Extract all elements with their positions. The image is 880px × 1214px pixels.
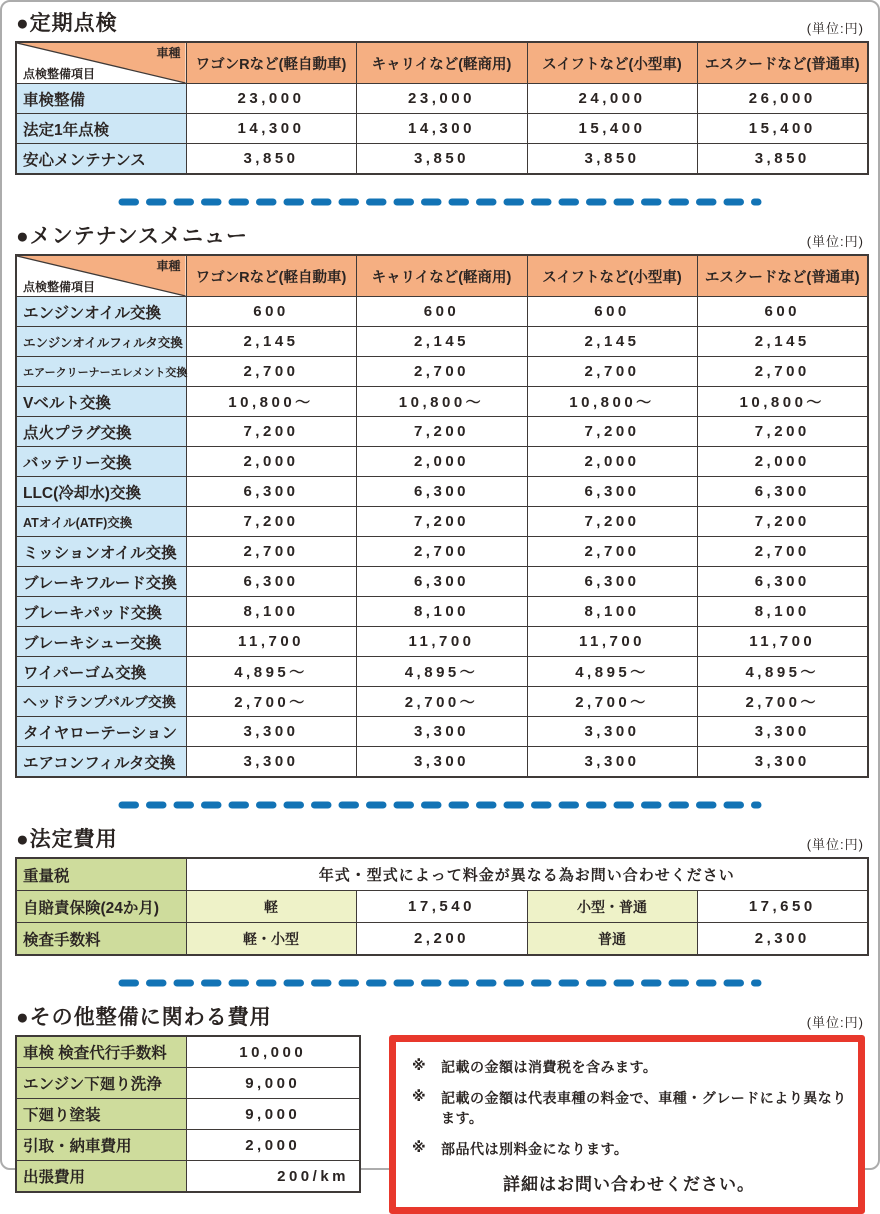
row-label: ブレーキシュー交換 — [16, 627, 186, 657]
note-marker: ※ — [411, 1057, 427, 1073]
table-row — [16, 891, 868, 923]
table-row — [16, 507, 868, 537]
price-value: 2,700〜 — [356, 687, 527, 717]
table-row — [16, 597, 868, 627]
price-value: 17,540 — [356, 891, 527, 923]
corner-label-service-item: 点検整備項目 — [23, 280, 96, 294]
price-value: 600 — [697, 297, 868, 327]
section-header — [16, 1004, 864, 1032]
price-value: 3,850 — [356, 144, 527, 175]
table-row — [16, 297, 868, 327]
row-label: 引取・納車費用 — [16, 1130, 186, 1161]
corner-label-vehicle-type: 車種 — [156, 259, 181, 273]
unit-label: (単位:円) — [806, 234, 864, 249]
price-value: 7,200 — [356, 417, 527, 447]
note-text: 部品代は別料金になります。 — [441, 1141, 629, 1157]
section-header — [16, 10, 864, 38]
section-other-costs — [15, 1004, 865, 1214]
price-value: 8,100 — [527, 597, 697, 627]
price-value: 2,700 — [186, 357, 356, 387]
price-value: 2,145 — [186, 327, 356, 357]
column-header-4: エスクードなど(普通車) — [697, 42, 868, 84]
table-row — [16, 627, 868, 657]
price-value: 7,200 — [356, 507, 527, 537]
price-value: 2,145 — [356, 327, 527, 357]
table-row — [16, 537, 868, 567]
category-cell: 軽・小型 — [186, 923, 356, 956]
price-value: 6,300 — [356, 567, 527, 597]
unit-label: (単位:円) — [806, 21, 864, 36]
price-value: 6,300 — [356, 477, 527, 507]
header-row — [16, 255, 868, 297]
price-value: 8,100 — [356, 597, 527, 627]
note-marker: ※ — [411, 1088, 427, 1104]
price-value: 2,000 — [356, 447, 527, 477]
section-periodic-inspection — [15, 10, 865, 175]
corner-label-service-item: 点検整備項目 — [23, 67, 96, 81]
price-value: 15,400 — [527, 114, 697, 144]
note-line — [410, 1057, 848, 1077]
price-value: 600 — [356, 297, 527, 327]
price-value: 6,300 — [186, 567, 356, 597]
price-value: 23,000 — [186, 84, 356, 114]
note-text: 記載の金額は消費税を含みます。 — [441, 1059, 658, 1075]
row-label: エアコンフィルタ交換 — [16, 747, 186, 778]
table-row — [16, 858, 868, 891]
table-row — [16, 657, 868, 687]
note-text: 記載の金額は代表車種の料金で、車種・グレードにより異なります。 — [441, 1090, 847, 1126]
price-value: 4,895〜 — [697, 657, 868, 687]
table-row — [16, 923, 868, 956]
price-value: 14,300 — [356, 114, 527, 144]
column-header-2: キャリイなど(軽商用) — [356, 255, 527, 297]
price-value: 6,300 — [697, 567, 868, 597]
price-value: 10,800〜 — [527, 387, 697, 417]
price-value: 9,000 — [186, 1099, 360, 1130]
row-label: 車検 検査代行手数料 — [16, 1036, 186, 1068]
price-value: 9,000 — [186, 1068, 360, 1099]
price-value: 24,000 — [527, 84, 697, 114]
corner-cell — [16, 42, 186, 84]
price-value: 7,200 — [697, 507, 868, 537]
column-header-1: ワゴンRなど(軽自動車) — [186, 255, 356, 297]
price-value: 10,800〜 — [356, 387, 527, 417]
price-value: 10,000 — [186, 1036, 360, 1068]
price-value: 2,700 — [186, 537, 356, 567]
table-row — [16, 357, 868, 387]
table-row — [16, 1099, 360, 1130]
price-value: 3,850 — [186, 144, 356, 175]
price-value: 2,700 — [527, 537, 697, 567]
price-value: 7,200 — [186, 417, 356, 447]
periodic-inspection-table — [15, 41, 869, 175]
unit-label: (単位:円) — [806, 837, 864, 852]
price-value: 2,700〜 — [186, 687, 356, 717]
table-row — [16, 1130, 360, 1161]
section-title-maintenance-menu: ●メンテナンスメニュー — [16, 225, 249, 248]
row-label: エンジンオイル交換 — [16, 297, 186, 327]
table-row — [16, 447, 868, 477]
price-value: 10,800〜 — [697, 387, 868, 417]
corner-cell — [16, 255, 186, 297]
price-value: 6,300 — [186, 477, 356, 507]
price-value: 4,895〜 — [186, 657, 356, 687]
section-maintenance-menu — [15, 223, 865, 778]
row-label: 出張費用 — [16, 1161, 186, 1193]
row-label: 安心メンテナンス — [16, 144, 186, 175]
price-value: 7,200 — [186, 507, 356, 537]
row-label: ミッションオイル交換 — [16, 537, 186, 567]
price-value: 8,100 — [697, 597, 868, 627]
price-value: 10,800〜 — [186, 387, 356, 417]
header-row — [16, 42, 868, 84]
dashed-divider-icon — [116, 800, 764, 810]
dashed-divider-icon — [116, 197, 764, 207]
section-title-legal-fees: ●法定費用 — [16, 828, 118, 851]
table-row — [16, 717, 868, 747]
price-value: 600 — [186, 297, 356, 327]
notes-box — [389, 1035, 865, 1214]
price-value: 6,300 — [527, 567, 697, 597]
price-value: 200/km — [186, 1161, 360, 1193]
price-value: 3,300 — [527, 717, 697, 747]
price-value: 2,700 — [356, 357, 527, 387]
column-header-1: ワゴンRなど(軽自動車) — [186, 42, 356, 84]
table-row — [16, 327, 868, 357]
price-value: 3,300 — [697, 747, 868, 778]
price-value: 8,100 — [186, 597, 356, 627]
price-value: 2,145 — [527, 327, 697, 357]
price-value: 2,300 — [697, 923, 868, 956]
table-row — [16, 1068, 360, 1099]
price-value: 3,300 — [186, 747, 356, 778]
price-value: 2,700 — [697, 537, 868, 567]
note-line — [410, 1139, 848, 1159]
price-value: 2,700 — [356, 537, 527, 567]
price-value: 2,700〜 — [527, 687, 697, 717]
other-costs-content — [15, 1035, 865, 1214]
unit-label: (単位:円) — [806, 1015, 864, 1030]
price-value: 7,200 — [697, 417, 868, 447]
price-value: 26,000 — [697, 84, 868, 114]
table-row — [16, 84, 868, 114]
corner-label-vehicle-type: 車種 — [156, 46, 181, 60]
price-value: 6,300 — [527, 477, 697, 507]
table-row — [16, 567, 868, 597]
table-row — [16, 417, 868, 447]
price-value: 14,300 — [186, 114, 356, 144]
price-value: 11,700 — [356, 627, 527, 657]
price-value: 7,200 — [527, 507, 697, 537]
price-value: 2,145 — [697, 327, 868, 357]
price-value: 3,300 — [356, 717, 527, 747]
column-header-3: スイフトなど(小型車) — [527, 42, 697, 84]
section-title-other-costs: ●その他整備に関わる費用 — [16, 1006, 272, 1029]
price-value: 15,400 — [697, 114, 868, 144]
table-row — [16, 747, 868, 778]
table-row — [16, 687, 868, 717]
row-label: エアークリーナーエレメント交換 — [16, 357, 186, 387]
section-header — [16, 826, 864, 854]
row-label: 下廻り塗装 — [16, 1099, 186, 1130]
price-value: 4,895〜 — [356, 657, 527, 687]
maintenance-menu-table — [15, 254, 869, 778]
table-row — [16, 144, 868, 175]
row-label: ヘッドランプバルブ交換 — [16, 687, 186, 717]
row-label: 法定1年点検 — [16, 114, 186, 144]
note-marker: ※ — [411, 1139, 427, 1155]
row-label: LLC(冷却水)交換 — [16, 477, 186, 507]
row-label: タイヤローテーション — [16, 717, 186, 747]
price-value: 2,700 — [697, 357, 868, 387]
table-row — [16, 387, 868, 417]
legal-fees-table — [15, 857, 869, 956]
section-header — [16, 223, 864, 251]
section-legal-fees — [15, 826, 865, 956]
row-label: エンジン下廻り洗浄 — [16, 1068, 186, 1099]
divider-row — [15, 974, 865, 992]
price-value: 2,200 — [356, 923, 527, 956]
price-value: 2,000 — [697, 447, 868, 477]
price-value: 7,200 — [527, 417, 697, 447]
price-value: 2,700〜 — [697, 687, 868, 717]
price-value: 2,000 — [186, 1130, 360, 1161]
price-value: 3,300 — [697, 717, 868, 747]
price-value: 3,300 — [186, 717, 356, 747]
row-label: ATオイル(ATF)交換 — [16, 507, 186, 537]
price-value: 3,850 — [527, 144, 697, 175]
other-costs-table — [15, 1035, 361, 1193]
table-row — [16, 1036, 360, 1068]
price-value: 2,000 — [527, 447, 697, 477]
price-value: 11,700 — [186, 627, 356, 657]
price-value: 11,700 — [527, 627, 697, 657]
section-title-periodic-inspection: ●定期点検 — [16, 12, 118, 35]
row-label: Vベルト交換 — [16, 387, 186, 417]
table-row — [16, 114, 868, 144]
category-cell: 普通 — [527, 923, 697, 956]
price-value: 6,300 — [697, 477, 868, 507]
note-cell: 年式・型式によって料金が異なる為お問い合わせください — [186, 858, 868, 891]
price-value: 3,300 — [356, 747, 527, 778]
dashed-divider-icon — [116, 978, 764, 988]
price-value: 23,000 — [356, 84, 527, 114]
price-value: 2,000 — [186, 447, 356, 477]
row-label: バッテリー交換 — [16, 447, 186, 477]
row-label: エンジンオイルフィルタ交換 — [16, 327, 186, 357]
row-label: 検査手数料 — [16, 923, 186, 956]
row-label: ブレーキフルード交換 — [16, 567, 186, 597]
price-value: 17,650 — [697, 891, 868, 923]
price-value: 2,700 — [527, 357, 697, 387]
row-label: 自賠責保険(24か月) — [16, 891, 186, 923]
price-value: 3,300 — [527, 747, 697, 778]
price-value: 3,850 — [697, 144, 868, 175]
column-header-3: スイフトなど(小型車) — [527, 255, 697, 297]
row-label: ワイパーゴム交換 — [16, 657, 186, 687]
table-row — [16, 477, 868, 507]
notes-footer: 詳細はお問い合わせください。 — [503, 1175, 755, 1194]
row-label: 重量税 — [16, 858, 186, 891]
row-label: 点火プラグ交換 — [16, 417, 186, 447]
category-cell: 軽 — [186, 891, 356, 923]
category-cell: 小型・普通 — [527, 891, 697, 923]
row-label: ブレーキパッド交換 — [16, 597, 186, 627]
row-label: 車検整備 — [16, 84, 186, 114]
column-header-2: キャリイなど(軽商用) — [356, 42, 527, 84]
divider-row — [15, 193, 865, 211]
note-line — [410, 1088, 848, 1128]
price-value: 11,700 — [697, 627, 868, 657]
price-value: 600 — [527, 297, 697, 327]
table-row — [16, 1161, 360, 1193]
column-header-4: エスクードなど(普通車) — [697, 255, 868, 297]
divider-row — [15, 796, 865, 814]
price-value: 4,895〜 — [527, 657, 697, 687]
